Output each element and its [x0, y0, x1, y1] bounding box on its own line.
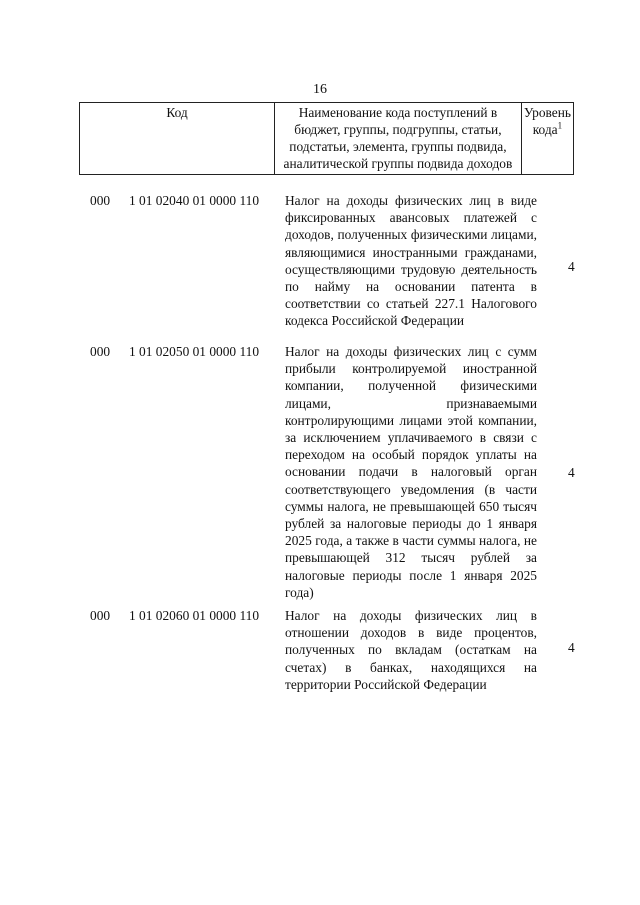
row-prefix: 000	[90, 344, 111, 359]
page-number: 16	[313, 82, 327, 97]
header-code	[80, 103, 275, 175]
row-level: 4	[568, 640, 575, 655]
header-code-label: Код	[166, 105, 188, 120]
row-level: 4	[568, 465, 575, 480]
row-prefix: 000	[90, 608, 111, 623]
header-name-label: Наименование кода поступлений в бюджет, группы, подгруппы, статьи, подстатьи, элемента, группы подвида, аналитической группы подвида доходов	[283, 105, 513, 171]
table-header	[79, 102, 574, 175]
row-prefix: 000	[90, 193, 111, 208]
row-name: Налог на доходы физических лиц в отношении доходов в виде процентов, полученных по вкладам (остаткам на счетах) в банках, находящихся на территории Российской Федерации	[285, 608, 537, 692]
row-code: 1 01 02050 01 0000 110	[129, 344, 260, 359]
row-level: 4	[568, 259, 575, 274]
header-level-label: Уровень кода	[523, 105, 571, 137]
row-code: 1 01 02060 01 0000 110	[129, 608, 260, 623]
footnote-marker: 1	[557, 120, 563, 131]
header-name	[275, 103, 522, 175]
header-level	[521, 103, 573, 175]
row-name: Налог на доходы физических лиц с сумм прибыли контролируемой иностранной компании, полученной физическими лицами, признаваемыми контролирующими лицами этой компании, за исключением уплачиваемого в связи с переходом на особый порядок уплаты на основании подачи в налоговый орган соответствующего уведомления (в части суммы налога, не превышающей 650 тысяч рублей за налоговые периоды до 1 января 2025 года, а также в части суммы налога, не превышающей 312 тысяч рублей за налоговые периоды после 1 января 2025 года)	[285, 344, 537, 600]
row-name: Налог на доходы физических лиц в виде фиксированных авансовых платежей с доходов, полученных физическими лицами, являющимися иностранными гражданами, осуществляющими трудовую деятельность по найму на основании патента в соответствии со статьей 227.1 Налогового кодекса Российской Федерации	[285, 193, 537, 329]
table-header-row	[80, 103, 574, 175]
row-code: 1 01 02040 01 0000 110	[129, 193, 260, 208]
